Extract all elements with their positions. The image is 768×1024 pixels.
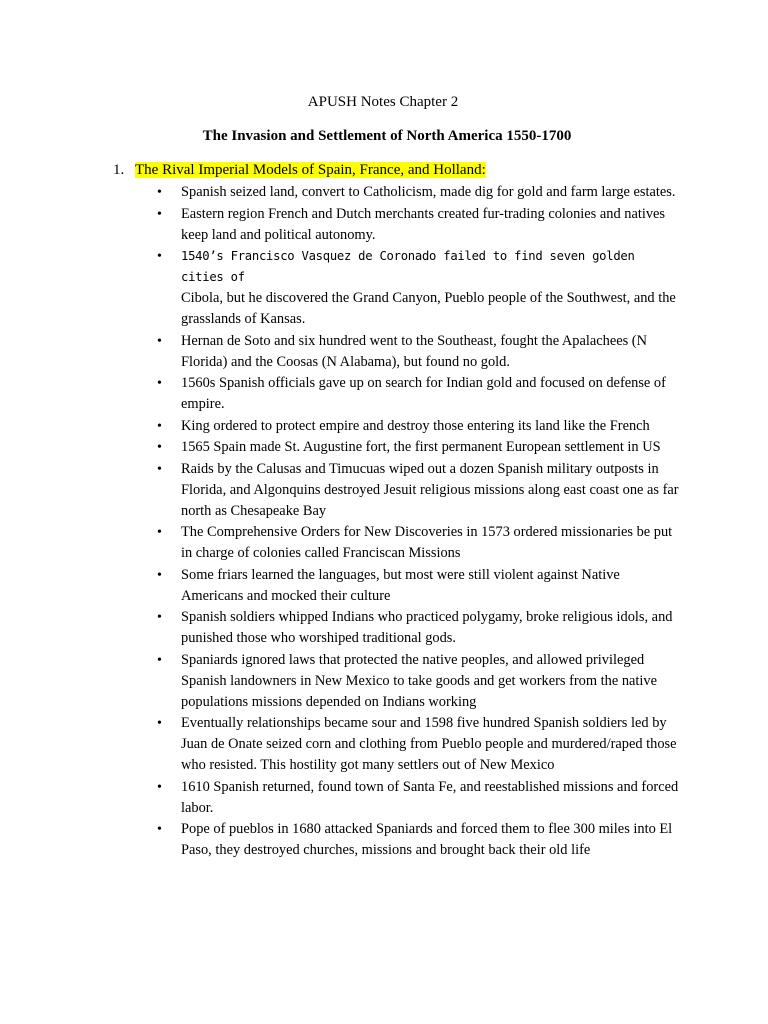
list-item-text: Eventually relationships became sour and 1598 five hundred Spanish soldiers led by Juan de Onate seized corn and clothing from Pueblo people and murdered/raped those who resisted. This hostility got many settlers out of New Mexico [181,715,677,773]
list-item-text: Spaniards ignored laws that protected the native peoples, and allowed privileged Spanish landowners in New Mexico to take goods and get workers from the native populations missions depended on Indians working [181,651,657,710]
list-item [0,437,681,458]
list-item [0,607,681,649]
list-item-text: Hernan de Soto and six hundred went to the Southeast, fought the Apalachees (N Florida) and the Coosas (N Alabama), but found no gold. [181,332,647,370]
list-item-text: Spanish soldiers whipped Indians who practiced polygamy, broke religious idols, and punished those who worshiped traditional gods. [181,609,673,646]
bullet-icon: • [157,822,162,837]
bullet-icon: • [157,610,162,625]
list-item [0,182,681,203]
list-item-text: Raids by the Calusas and Timucuas wiped out a dozen Spanish military outposts in Florida, and Algonquins destroyed Jesuit religious missions along east coast one as far north as Chesapeake Bay [181,460,679,519]
bullet-icon: • [157,652,162,668]
list-item-text: 1560s Spanish officials gave up on search for Indian gold and focused on defense of empire. [181,375,666,412]
bullet-icon: • [157,376,162,391]
list-item [0,246,681,330]
list-item [0,819,681,861]
list-item [0,331,681,373]
list-item-text: 1610 Spanish returned, found town of Santa Fe, and reestablished missions and forced labor. [181,778,679,816]
bullet-icon: • [157,418,162,434]
list-item-text: Pope of pueblos in 1680 attacked Spaniards and forced them to flee 300 miles into El Paso, they destroyed churches, missions and brought back their old life [181,821,673,858]
bullet-icon: • [157,206,162,222]
bullet-icon: • [157,461,162,477]
bullet-list [0,182,768,862]
list-item [0,777,681,819]
list-item [0,416,681,437]
list-item [0,204,681,246]
document-subtitle-text: The Invasion and Settlement of North America 1550-1700 [202,128,572,144]
bullet-icon: • [157,716,162,731]
list-item [0,459,681,522]
list-item-text: The Comprehensive Orders for New Discoveries in 1573 ordered missionaries be put in charge of colonies called Franciscan Missions [181,524,673,561]
list-item-text: King ordered to protect empire and destroy those entering its land like the French [181,417,650,434]
document-subtitle [0,126,768,146]
bullet-icon: • [157,249,162,264]
bullet-icon: • [157,779,162,795]
list-item-text-rest: Cibola, but he discovered the Grand Canyon, Pueblo people of the Southwest, and the grasslands of Kansas. [181,290,676,327]
bullet-icon: • [157,567,162,583]
list-item-text: Eastern region French and Dutch merchants created fur-trading colonies and natives keep land and political autonomy. [181,205,666,243]
section-heading-text: The Rival Imperial Models of Spain, France, and Holland: [135,162,486,178]
document-title [0,92,768,112]
list-item [0,650,681,713]
bullet-icon: • [157,525,162,540]
list-item-text-first-line: 1540’s Francisco Vasquez de Coronado failed to find seven golden cities of [181,249,635,284]
list-item [0,373,681,415]
list-item-text: Spanish seized land, convert to Catholicism, made dig for gold and farm large estates. [181,184,676,200]
list-item [0,713,681,776]
bullet-icon: • [157,185,162,200]
list-item-text: Some friars learned the languages, but most were still violent against Native Americans and mocked their culture [181,566,620,604]
list-item [0,565,681,607]
list-item [0,522,681,564]
list-item-text: 1565 Spain made St. Augustine fort, the first permanent European settlement in US [181,439,661,455]
section-number: 1. [113,162,125,178]
section-heading [113,160,486,180]
bullet-icon: • [157,333,162,349]
bullet-icon: • [157,440,162,455]
document-title-text: APUSH Notes Chapter 2 [307,94,459,110]
